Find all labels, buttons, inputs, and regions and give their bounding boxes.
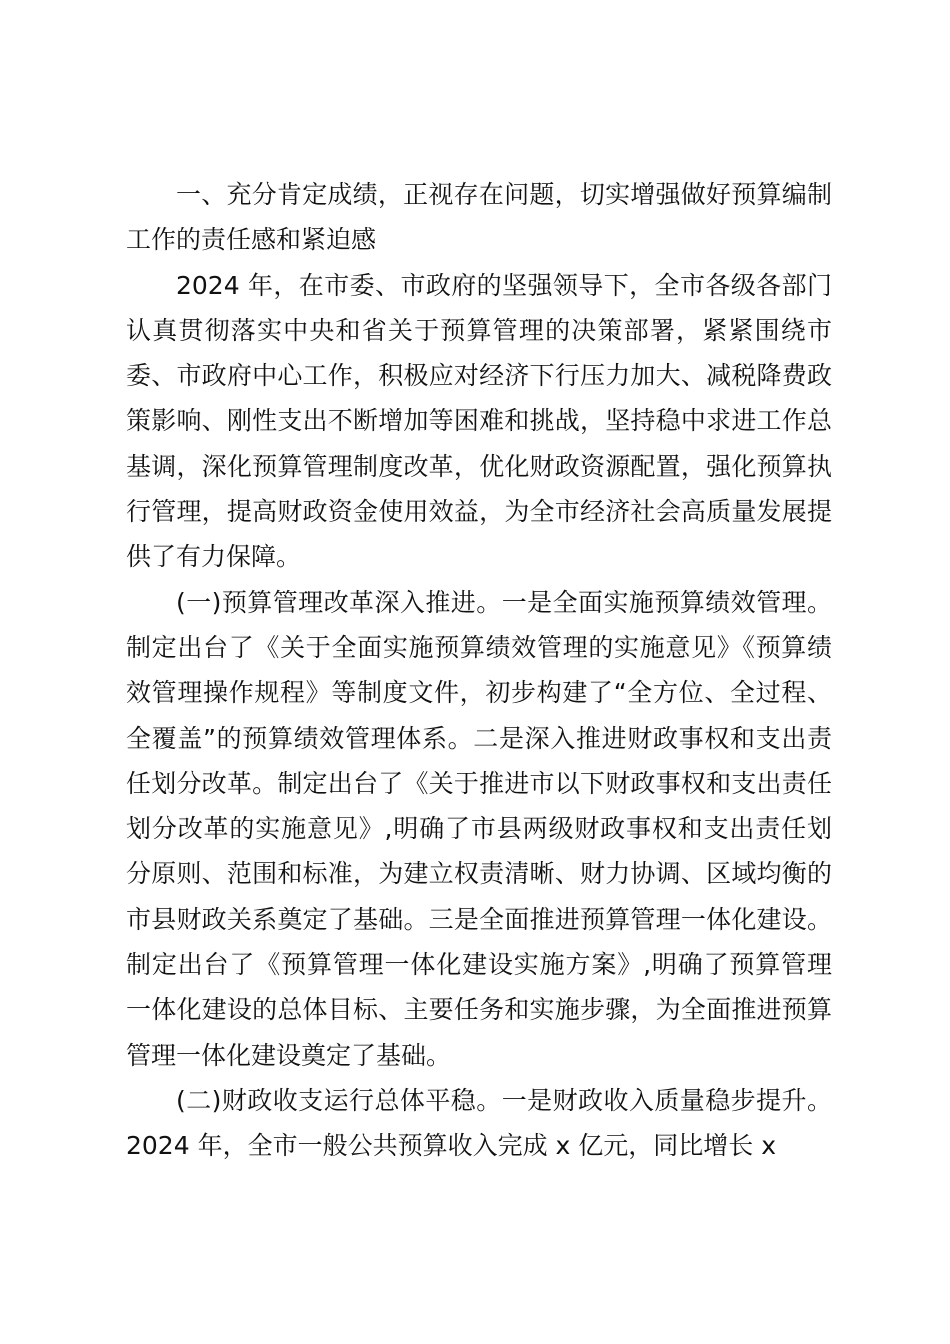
paragraph-fiscal-operation: (二)财政收支运行总体平稳。一是财政收入质量稳步提升。2024 年，全市一般公共预算收入完成 x 亿元，同比增长 x (126, 1085, 832, 1161)
paragraph-overview: 2024 年，在市委、市政府的坚强领导下，全市各级各部门认真贯彻落实中央和省关于预算管理的决策部署，紧紧围绕市委、市政府中心工作，积极应对经济下行压力加大、减税降费政策影响、刚性支出不断增加等困难和挑战，坚持稳中求进工作总基调，深化预算管理制度改革，优化财政资源配置，强化预算执行管理，提高财政资金使用效益，为全市经济社会高质量发展提供了有力保障。 (126, 270, 832, 572)
paragraph-budget-reform: (一)预算管理改革深入推进。一是全面实施预算绩效管理。制定出台了《关于全面实施预算绩效管理的实施意见》《预算绩效管理操作规程》等制度文件，初步构建了“全方位、全过程、全覆盖”的预算绩效管理体系。二是深入推进财政事权和支出责任划分改革。制定出台了《关于推进市以下财政事权和支出责任划分改革的实施意见》,明确了市县两级财政事权和支出责任划分原则、范围和标准，为建立权责清晰、财力协调、区域均衡的市县财政关系奠定了基础。三是全面推进预算管理一体化建设。制定出台了《预算管理一体化建设实施方案》,明确了预算管理一体化建设的总体目标、主要任务和实施步骤，为全面推进预算管理一体化建设奠定了基础。 (126, 587, 832, 1070)
section-heading: 一、充分肯定成绩，正视存在问题，切实增强做好预算编制工作的责任感和紧迫感 (126, 180, 832, 255)
document-body (126, 172, 832, 1169)
